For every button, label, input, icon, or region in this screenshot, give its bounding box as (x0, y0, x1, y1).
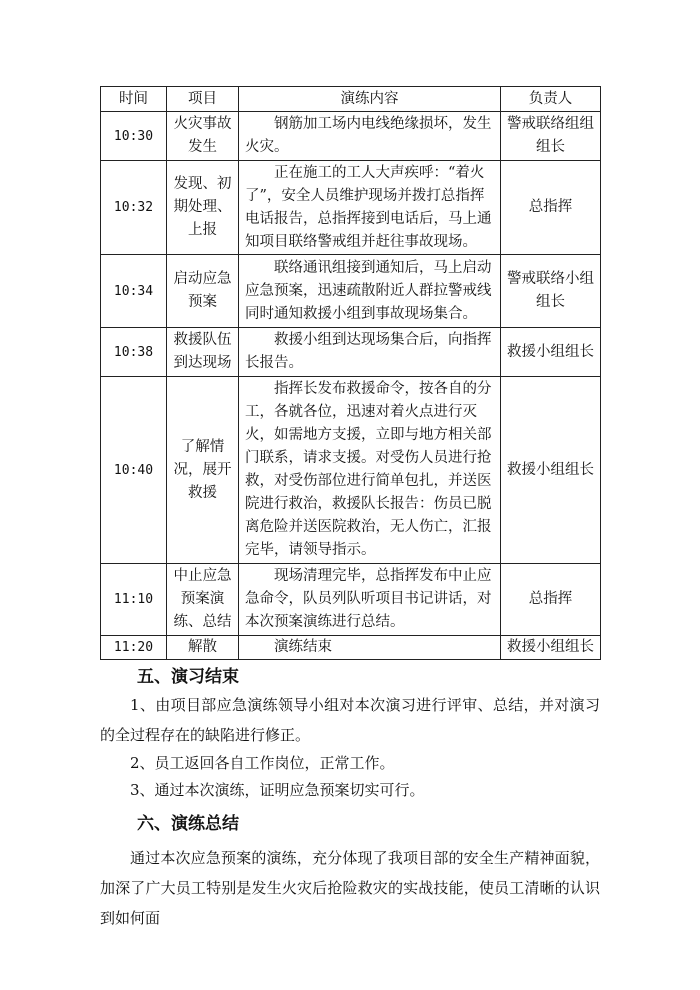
drill-schedule-table (100, 86, 601, 660)
cell-time: 10:34 (101, 255, 167, 328)
cell-item: 救援队伍到达现场 (167, 328, 239, 377)
cell-item: 中止应急预案演练、总结 (167, 564, 239, 636)
cell-owner: 总指挥 (501, 161, 601, 255)
header-item: 项目 (167, 87, 239, 112)
section-6-title: 六、演练总结 (137, 814, 239, 834)
cell-owner: 救援小组组长 (501, 636, 601, 660)
section-5-paragraph-2: 2、员工返回各自工作岗位，正常工作。 (130, 754, 395, 772)
cell-owner: 救援小组组长 (501, 328, 601, 377)
table-row (101, 328, 601, 377)
table-row (101, 564, 601, 636)
header-owner: 负责人 (501, 87, 601, 112)
cell-content: 指挥长发布救援命令，按各自的分工，各就各位，迅速对着火点进行灭火，如需地方支援，立即与地方相关部门联系，请求支援。对受伤人员进行抢救，对受伤部位进行简单包扎，并送医院进行救治，救援队长报告：伤员已脱离危险并送医院救治，无人伤亡，汇报完毕，请领导指示。 (239, 377, 501, 564)
cell-owner: 警戒联络组组组长 (501, 112, 601, 161)
table-row (101, 255, 601, 328)
cell-owner: 总指挥 (501, 564, 601, 636)
table-row (101, 377, 601, 564)
table-row (101, 112, 601, 161)
cell-content: 正在施工的工人大声疾呼：“着火了”，安全人员维护现场并拨打总指挥电话报告，总指挥接到电话后，马上通知项目联络警戒组并赶往事故现场。 (239, 161, 501, 255)
table-row (101, 636, 601, 660)
cell-item: 火灾事故发生 (167, 112, 239, 161)
cell-owner: 警戒联络小组组长 (501, 255, 601, 328)
header-content: 演练内容 (239, 87, 501, 112)
cell-item: 了解情况，展开救援 (167, 377, 239, 564)
section-5-paragraph-3: 3、通过本次演练，证明应急预案切实可行。 (130, 781, 425, 799)
cell-item: 启动应急预案 (167, 255, 239, 328)
cell-content: 救援小组到达现场集合后，向指挥长报告。 (239, 328, 501, 377)
section-5-paragraph-1: 1、由项目部应急演练领导小组对本次演习进行评审、总结，并对演习的全过程存在的缺陷进行修正。 (100, 696, 600, 744)
cell-content: 联络通讯组接到通知后，马上启动应急预案，迅速疏散附近人群拉警戒线同时通知救援小组到事故现场集合。 (239, 255, 501, 328)
section-5-title: 五、演习结束 (137, 667, 239, 687)
cell-time: 11:10 (101, 564, 167, 636)
cell-owner: 救援小组组长 (501, 377, 601, 564)
cell-time: 10:30 (101, 112, 167, 161)
cell-item: 解散 (167, 636, 239, 660)
cell-time: 11:20 (101, 636, 167, 660)
cell-time: 10:38 (101, 328, 167, 377)
cell-time: 10:40 (101, 377, 167, 564)
table-row (101, 161, 601, 255)
cell-content: 现场清理完毕，总指挥发布中止应急命令，队员列队听项目书记讲话，对本次预案演练进行总结。 (239, 564, 501, 636)
cell-content: 演练结束 (239, 636, 501, 660)
section-6-paragraph-1: 通过本次应急预案的演练，充分体现了我项目部的安全生产精神面貌，加深了广大员工特别是发生火灾后抢险救灾的实战技能，使员工清晰的认识到如何面 (100, 849, 600, 927)
cell-item: 发现、初期处理、上报 (167, 161, 239, 255)
header-time: 时间 (101, 87, 167, 112)
cell-time: 10:32 (101, 161, 167, 255)
cell-content: 钢筋加工场内电线绝缘损坏，发生火灾。 (239, 112, 501, 161)
table-header-row (101, 87, 601, 112)
